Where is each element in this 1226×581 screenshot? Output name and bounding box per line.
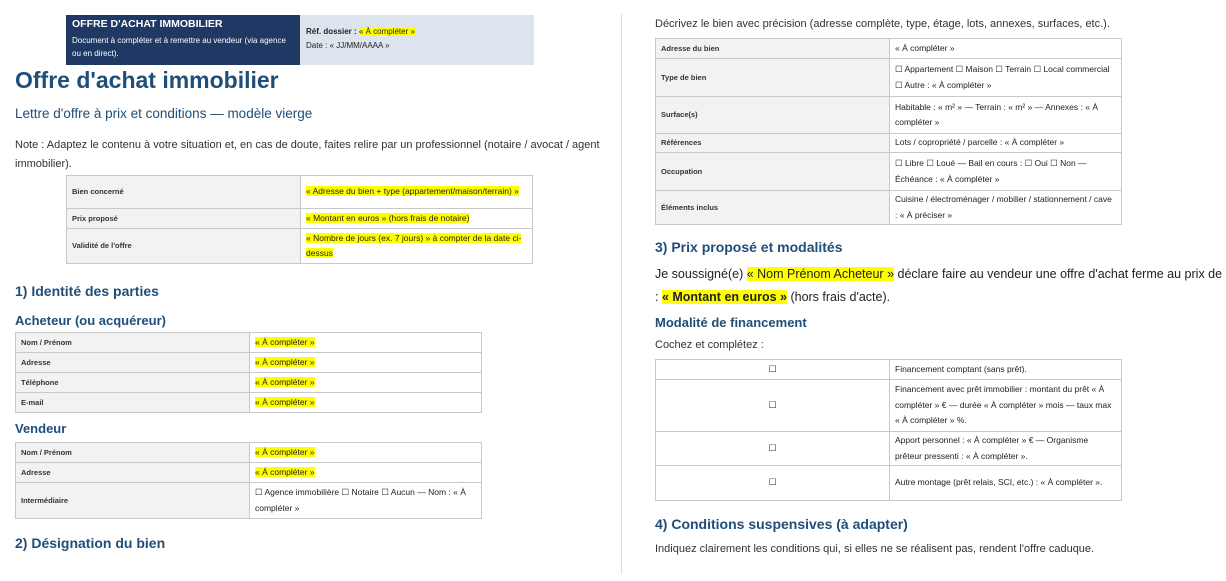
section3-title: 3) Prix proposé et modalités: [655, 239, 843, 255]
ref-label: Réf. dossier :: [306, 27, 359, 36]
buyer-value: « À compléter »: [250, 373, 482, 393]
seller-value: « À compléter »: [250, 463, 482, 483]
table-row: [16, 333, 482, 353]
buyer-label: E-mail: [16, 393, 250, 413]
page-title: Offre d'achat immobilier: [15, 67, 279, 93]
summary-label: Validité de l'offre: [67, 229, 301, 264]
column-divider: [621, 14, 622, 574]
financing-title: Modalité de financement: [655, 315, 807, 330]
seller-table: [15, 442, 482, 519]
table-row: [67, 176, 533, 209]
table-row: [16, 353, 482, 373]
property-label: Occupation: [656, 153, 890, 191]
table-row: [656, 153, 1122, 191]
header-description: Document à compléter et à remettre au vendeur (via agence ou en direct).: [72, 36, 286, 58]
seller-label: Intermédiaire: [16, 483, 250, 519]
property-label: Adresse du bien: [656, 39, 890, 59]
property-value: Cuisine / électroménager / mobilier / stationnement / cave : « À préciser »: [890, 191, 1122, 225]
amount-field: « Montant en euros »: [661, 290, 787, 304]
seller-label: Adresse: [16, 463, 250, 483]
table-row: [656, 134, 1122, 153]
page-subtitle: Lettre d'offre à prix et conditions — modèle vierge: [15, 106, 313, 121]
section4-title: 4) Conditions suspensives (à adapter): [655, 516, 908, 532]
property-value: ☐ Libre ☐ Loué — Bail en cours : ☐ Oui ☐ Non — Échéance : « À compléter »: [890, 153, 1122, 191]
financing-option: Apport personnel : « À compléter » € — Organisme prêteur pressenti : « À compléter ».: [890, 432, 1122, 466]
section1-title: 1) Identité des parties: [15, 283, 159, 299]
section2-intro: Décrivez le bien avec précision (adresse complète, type, étage, lots, annexes, surfaces, etc.).: [655, 18, 1110, 30]
property-label: Type de bien: [656, 59, 890, 97]
section2-title: 2) Désignation du bien: [15, 535, 166, 551]
offer-text-1: Je soussigné(e): [655, 267, 747, 281]
financing-checkbox[interactable]: ☐: [656, 380, 890, 432]
summary-value: « Nombre de jours (ex. 7 jours) » à compter de la date ci-dessus: [301, 229, 533, 264]
table-row: [656, 360, 1122, 380]
table-row: [16, 483, 482, 519]
header-title: OFFRE D'ACHAT IMMOBILIER: [72, 18, 223, 30]
table-row: [16, 443, 482, 463]
header-ref-cell: [300, 15, 534, 65]
table-row: [656, 97, 1122, 134]
property-value: « À compléter »: [890, 39, 1122, 59]
note-text: Note : Adaptez le contenu à votre situation et, en cas de doute, faites relire par un professionnel (notaire / avocat / agent immobilier).: [15, 139, 600, 170]
property-value: Habitable : « m² » — Terrain : « m² » — Annexes : « À compléter »: [890, 97, 1122, 134]
summary-table: [66, 175, 533, 264]
financing-intro: Cochez et complétez :: [655, 339, 764, 351]
financing-checkbox[interactable]: ☐: [656, 360, 890, 380]
header-box: [66, 15, 534, 65]
offer-text-2: déclare faire au vendeur une offre d'achat ferme au prix de :: [655, 267, 1223, 304]
table-row: [656, 191, 1122, 225]
buyer-name-field: « Nom Prénom Acheteur »: [746, 267, 895, 281]
table-row: [656, 39, 1122, 59]
offer-paragraph: [655, 263, 1225, 309]
property-table: [655, 38, 1122, 225]
property-label: Éléments inclus: [656, 191, 890, 225]
buyer-value: « À compléter »: [250, 333, 482, 353]
seller-label: Nom / Prénom: [16, 443, 250, 463]
buyer-title: Acheteur (ou acquéreur): [15, 313, 166, 328]
ref-value: « À compléter »: [358, 27, 415, 36]
buyer-label: Adresse: [16, 353, 250, 373]
financing-option: Autre montage (prêt relais, SCI, etc.) : « À compléter ».: [890, 466, 1122, 501]
financing-checkbox[interactable]: ☐: [656, 432, 890, 466]
table-row: [16, 373, 482, 393]
table-row: [67, 209, 533, 229]
property-value: Lots / copropriété / parcelle : « À compléter »: [890, 134, 1122, 153]
table-row: [656, 432, 1122, 466]
buyer-label: Nom / Prénom: [16, 333, 250, 353]
property-label: Surface(s): [656, 97, 890, 134]
table-row: [16, 463, 482, 483]
table-row: [656, 380, 1122, 432]
table-row: [656, 59, 1122, 97]
buyer-value: « À compléter »: [250, 393, 482, 413]
summary-value: « Adresse du bien + type (appartement/maison/terrain) »: [301, 176, 533, 209]
table-row: [67, 229, 533, 264]
summary-label: Bien concerné: [67, 176, 301, 209]
financing-checkbox[interactable]: ☐: [656, 466, 890, 501]
buyer-value: « À compléter »: [250, 353, 482, 373]
summary-value: « Montant en euros » (hors frais de notaire): [301, 209, 533, 229]
property-label: Références: [656, 134, 890, 153]
table-row: [656, 466, 1122, 501]
header-title-cell: [66, 15, 300, 65]
property-value: ☐ Appartement ☐ Maison ☐ Terrain ☐ Local commercial ☐ Autre : « À compléter »: [890, 59, 1122, 97]
seller-value: « À compléter »: [250, 443, 482, 463]
table-row: [16, 393, 482, 413]
offer-text-3: (hors frais d'acte).: [786, 290, 891, 304]
section4-intro: Indiquez clairement les conditions qui, si elles ne se réalisent pas, rendent l'offre caduque.: [655, 543, 1095, 555]
seller-title: Vendeur: [15, 421, 67, 436]
date-line: Date : « JJ/MM/AAAA »: [306, 41, 390, 50]
summary-label: Prix proposé: [67, 209, 301, 229]
buyer-label: Téléphone: [16, 373, 250, 393]
financing-option: Financement comptant (sans prêt).: [890, 360, 1122, 380]
financing-table: [655, 359, 1122, 501]
financing-option: Financement avec prêt immobilier : montant du prêt « À compléter » € — durée « À compléter » mois — taux max « À compléter » %.: [890, 380, 1122, 432]
ref-line: [306, 25, 528, 39]
buyer-table: [15, 332, 482, 413]
seller-value: ☐ Agence immobilière ☐ Notaire ☐ Aucun — Nom : « À compléter »: [250, 483, 482, 519]
